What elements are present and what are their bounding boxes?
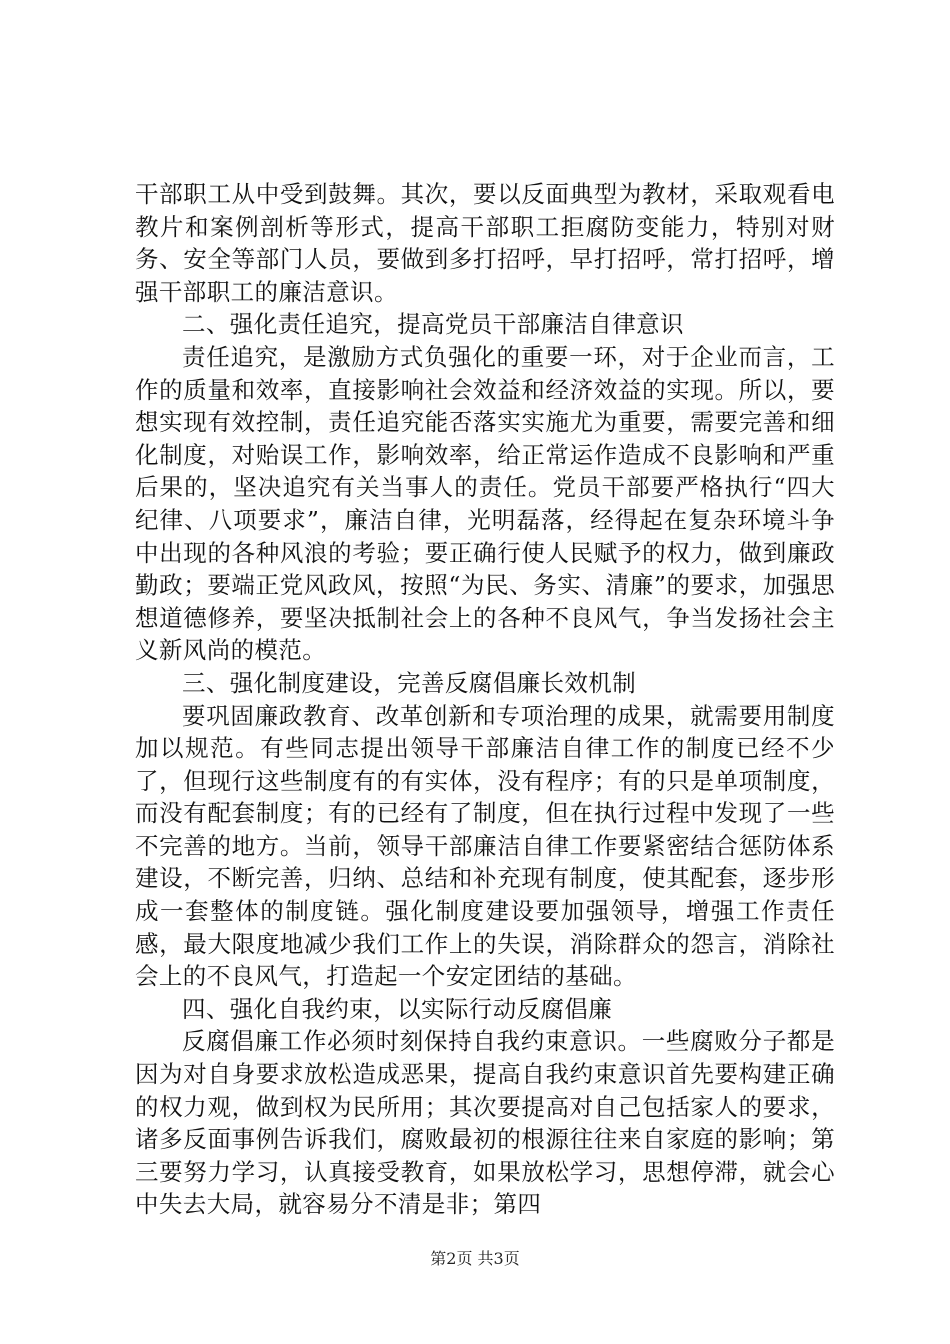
section-heading-3: 三、强化制度建设，完善反腐倡廉长效机制 <box>182 668 637 697</box>
section-heading-4: 四、强化自我约束，以实际行动反腐倡廉 <box>182 994 613 1023</box>
section-heading-2: 二、强化责任追究，提高党员干部廉洁自律意识 <box>182 310 684 339</box>
page-number-footer: 第2页 共3页 <box>430 1249 520 1268</box>
paragraph-self-discipline: 反腐倡廉工作必须时刻保持自我约束意识。一些腐败分子都是因为对自身要求放松造成恶果，提高自我约束意识首先要构建正确的权力观，做到权为民所用；其次要提高对自己包括家人的要求，诸多反面事例告诉我们，腐败最初的根源往往来自家庭的影响；第三要努力学习，认真接受教育，如果放松学习，思想停滞，就会心中失去大局，就容易分不清是非；第四 <box>135 1027 835 1219</box>
paragraph-continuation: 干部职工从中受到鼓舞。其次，要以反面典型为教材，采取观看电教片和案例剖析等形式，提高干部职工拒腐防变能力，特别对财务、安全等部门人员，要做到多打招呼，早打招呼，常打招呼，增强干部职工的廉洁意识。 <box>135 180 835 306</box>
paragraph-responsibility: 责任追究，是激励方式负强化的重要一环，对于企业而言，工作的质量和效率，直接影响社会效益和经济效益的实现。所以，要想实现有效控制，责任追究能否落实实施尤为重要，需要完善和细化制度，对贻误工作，影响效率，给正常运作造成不良影响和严重后果的，坚决追究有关当事人的责任。党员干部要严格执行“四大纪律、八项要求”，廉洁自律，光明磊落，经得起在复杂环境斗争中出现的各种风浪的考验；要正确行使人民赋予的权力，做到廉政勤政；要端正党风政风，按照“为民、务实、清廉”的要求，加强思想道德修养，要坚决抵制社会上的各种不良风气，争当发扬社会主义新风尚的模范。 <box>135 342 835 665</box>
paragraph-system-building: 要巩固廉政教育、改革创新和专项治理的成果，就需要用制度加以规范。有些同志提出领导干部廉洁自律工作的制度已经不少了，但现行这些制度有的有实体，没有程序；有的只是单项制度，而没有配套制度；有的已经有了制度，但在执行过程中发现了一些不完善的地方。当前，领导干部廉洁自律工作要紧密结合惩防体系建设，不断完善，归纳、总结和补充现有制度，使其配套，逐步形成一套整体的制度链。强化制度建设要加强领导，增强工作责任感，最大限度地减少我们工作上的失误，消除群众的怨言，消除社会上的不良风气，打造起一个安定团结的基础。 <box>135 701 835 991</box>
document-body <box>135 178 835 1221</box>
